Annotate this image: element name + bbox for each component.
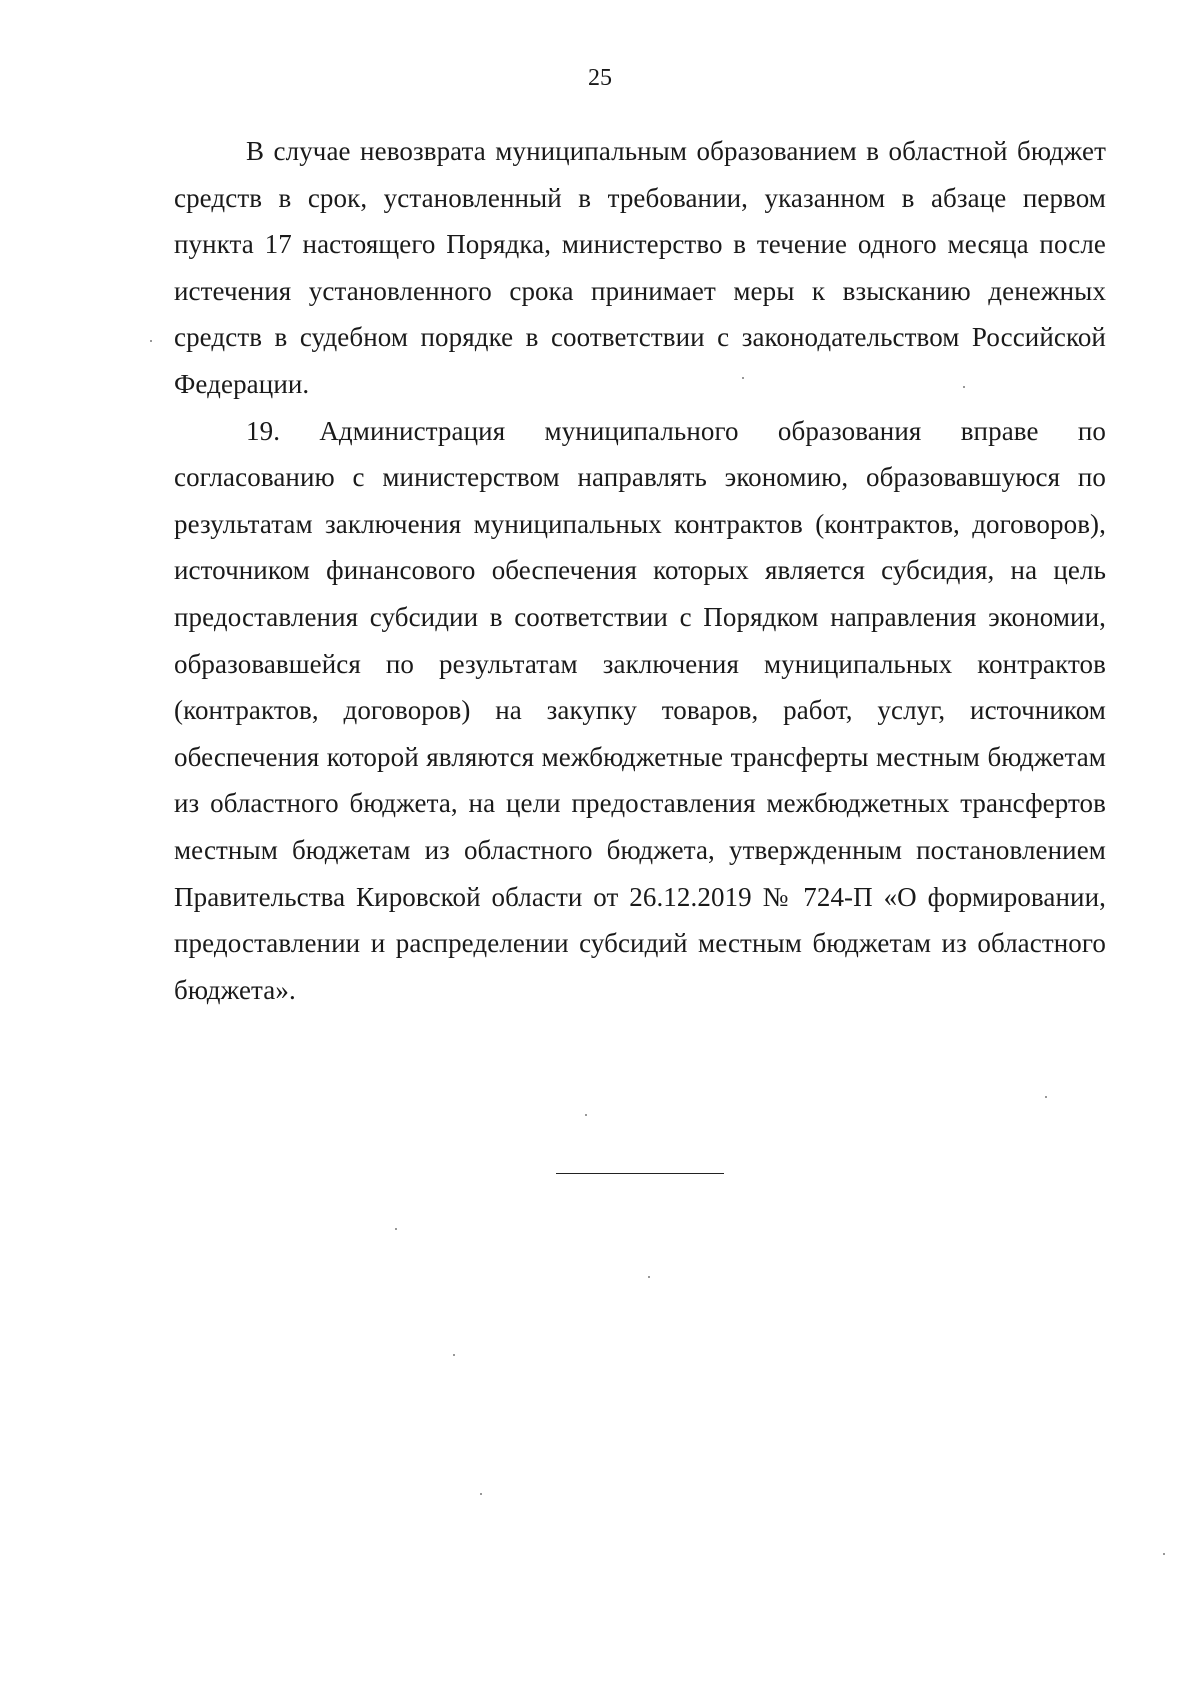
scan-speck bbox=[1045, 1096, 1047, 1098]
scan-speck bbox=[150, 340, 152, 342]
page-number: 25 bbox=[588, 65, 612, 91]
end-divider-line bbox=[556, 1173, 724, 1174]
scan-speck bbox=[1163, 1553, 1165, 1555]
document-body bbox=[174, 128, 1106, 1013]
scan-speck bbox=[585, 1114, 587, 1116]
scan-speck bbox=[742, 377, 744, 379]
paragraph-19-savings: 19. Администрация муниципального образования вправе по согласованию с министерством направлять экономию, образовавшуюся по результатам заключения муниципальных контрактов (контрактов, договоров), источником финансового обеспечения которых является субсидия, на цель предоставления субсидии в соответствии с Порядком направления экономии, образовавшейся по результатам заключения муниципальных контрактов (контрактов, договоров) на закупку товаров, работ, услуг, источником обеспечения которой являются межбюджетные трансферты местным бюджетам из областного бюджета, на цели предоставления межбюджетных трансфертов местным бюджетам из областного бюджета, утвержденным постановлением Правительства Кировской области от 26.12.2019 № 724-П «О формировании, предоставлении и распределении субсидий местным бюджетам из областного бюджета». bbox=[174, 415, 1106, 1005]
scan-speck bbox=[480, 1493, 482, 1495]
scan-speck bbox=[453, 1354, 455, 1356]
paragraph-refund-enforcement: В случае невозврата муниципальным образованием в областной бюджет средств в срок, установленный в требовании, указанном в абзаце первом пункта 17 настоящего Порядка, министерство в течение одного месяца после истечения установленного срока принимает меры к взысканию денежных средств в судебном порядке в соответствии с законодательством Российской Федерации. bbox=[174, 136, 1106, 399]
scan-speck bbox=[395, 1228, 397, 1230]
scan-speck bbox=[648, 1276, 650, 1278]
scan-speck bbox=[963, 386, 965, 388]
